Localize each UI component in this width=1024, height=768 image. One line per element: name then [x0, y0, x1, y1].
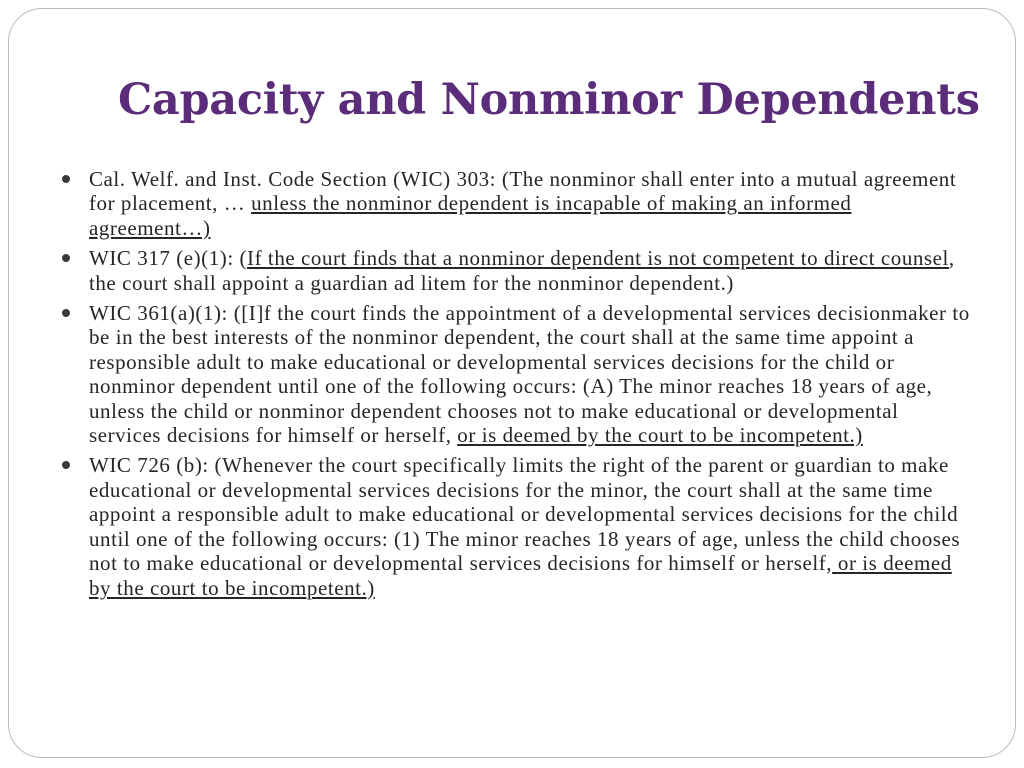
bullet-list [0, 167, 1024, 606]
underlined-text-segment: or is deemed by the court to be incompetent.) [457, 423, 863, 448]
underlined-text-segment: or is deemed by the court to be incompetent.) [89, 551, 952, 600]
bullet-dot-icon [62, 309, 70, 317]
bullet-item-wic-317 [0, 246, 1024, 295]
bullet-item-wic-361 [0, 301, 1024, 447]
bullet-text [89, 167, 956, 240]
underlined-text-segment: If the court finds that a nonminor dependent is not competent to direct counsel [247, 246, 949, 271]
bullet-dot-icon [62, 461, 70, 469]
bullet-item-wic-726 [0, 453, 1024, 599]
text-segment: WIC 317 (e)(1): ( [89, 246, 248, 271]
text-segment: WIC 726 (b): (Whenever the court specifically limits the right of the parent or guardian to make educational or developmental services decisions for the minor, the court shall at the same time appoint a responsible adult to make educational or developmental services decisions for the child until one of the following occurs: (1) The minor reaches 18 years of age, unless the child chooses not to make educational or developmental services decisions for himself or herself, [89, 453, 961, 576]
slide-title: Capacity and Nonminor Dependents [118, 75, 980, 125]
underlined-text-segment: unless the nonminor dependent is incapable of making an informed agreement…) [89, 191, 852, 240]
text-segment: WIC 361(a)(1): ([I]f the court finds the appointment of a developmental services decisionmaker to be in the best interests of the nonminor dependent, the court shall at the same time appoint a responsible adult to make educational or developmental services decisions for the child or nonminor dependent until one of the following occurs: (A) The minor reaches 18 years of age, unless the child or nonminor dependent chooses not to make educational or developmental services decisions for himself or herself, [89, 301, 970, 448]
text-segment: Cal. Welf. and Inst. Code Section (WIC) 303: (The nonminor shall enter into a mutual agreement for placement, … [89, 167, 957, 216]
bullet-dot-icon [62, 175, 70, 183]
bullet-text [89, 453, 960, 599]
text-segment: , the court shall appoint a guardian ad litem for the nonminor dependent.) [89, 246, 955, 295]
bullet-text [89, 246, 955, 294]
bullet-text [89, 301, 970, 447]
bullet-item-wic-303 [0, 167, 1024, 240]
bullet-dot-icon [62, 254, 70, 262]
